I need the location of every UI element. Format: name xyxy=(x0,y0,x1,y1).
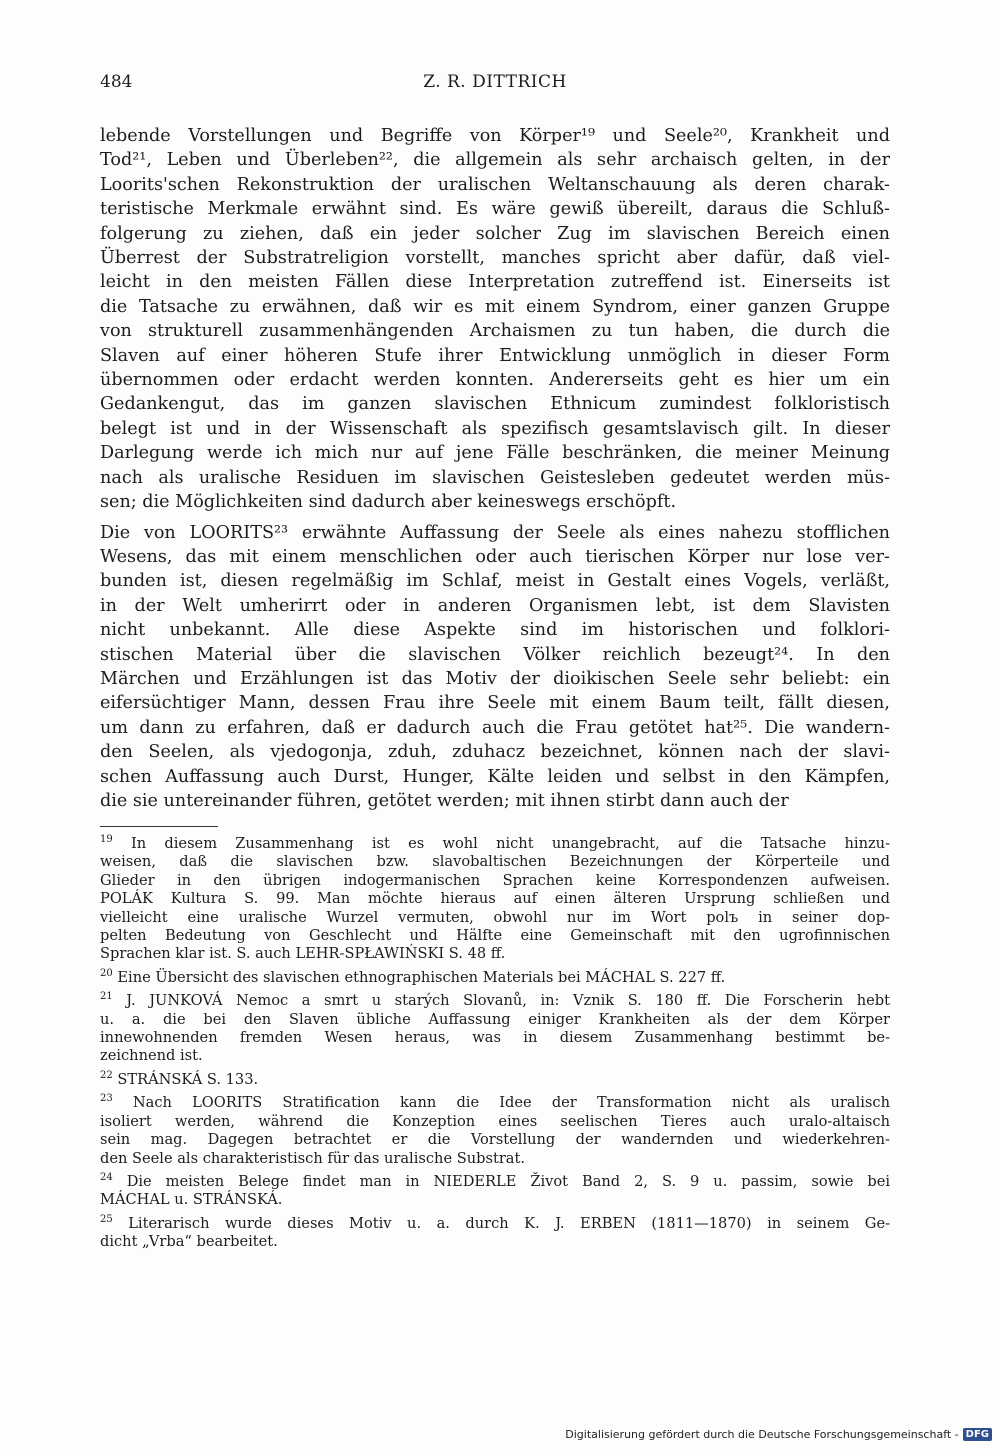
text-line: Loorits'schen Rekonstruktion der uralischen Weltanschauung als deren charak- xyxy=(100,174,890,195)
text-line: leicht in den meisten Fällen diese Interpretation zutreffend ist. Einerseits ist xyxy=(100,272,890,293)
footnote-line xyxy=(100,945,890,963)
footnote-text: Glieder in den übrigen indogermanischen Sprachen keine Korrespondenzen aufweisen. xyxy=(100,871,890,889)
footnote xyxy=(100,992,890,1066)
text-line: die sie untereinander führen, getötet werden; mit ihnen stirbt dann auch der xyxy=(100,790,789,811)
paragraph-2 xyxy=(100,521,890,814)
footnote xyxy=(100,1173,890,1210)
footnote-text: u. a. die bei den Slaven übliche Auffassung einiger Krankheiten als der dem Körper xyxy=(100,1010,890,1028)
footnote-line xyxy=(100,1029,890,1047)
footnote-number: 20 xyxy=(100,967,113,979)
footnote-text: Eine Übersicht des slavischen ethnographischen Materials bei MÁCHAL S. 227 ff. xyxy=(117,968,726,986)
footnote xyxy=(100,969,890,987)
footnote-text: vielleicht eine uralische Wurzel vermuten, obwohl nur im Wort polъ in seiner dop- xyxy=(100,908,890,926)
footnote-line xyxy=(100,835,890,853)
footnote-line xyxy=(100,1173,890,1191)
text-line: Überrest der Substratreligion vorstellt, manches spricht aber dafür, daß viel- xyxy=(100,248,890,269)
footnote-line xyxy=(100,1215,890,1233)
footnote-text: POLÁK Kultura S. 99. Man möchte hieraus auf einen älteren Ursprung schließen und xyxy=(100,890,890,908)
footnote-line xyxy=(100,1150,890,1168)
footnote-text: Nach LOORITS Stratification kann die Idee der Transformation nicht als uralisch xyxy=(132,1094,890,1112)
footnote-line xyxy=(100,909,890,927)
footnote-text: Sprachen klar ist. S. auch LEHR-SPŁAWIŃSKI S. 48 ff. xyxy=(100,945,506,963)
text-line: den Seelen, als vjedogonja, zduh, zduhacz bezeichnet, können nach der slavi- xyxy=(100,742,890,763)
footnote-line xyxy=(100,872,890,890)
footnote-number: 21 xyxy=(100,991,113,1003)
dfg-logo: DFG xyxy=(963,1428,992,1441)
text-line: Slaven auf einer höheren Stufe ihrer Entwicklung unmöglich in dieser Form xyxy=(100,345,890,366)
footer xyxy=(565,1428,992,1441)
text-line: um dann zu erfahren, daß er dadurch auch die Frau getötet hat²⁵. Die wandern- xyxy=(100,717,890,738)
text-line: eifersüchtiger Mann, dessen Frau ihre Seele mit einem Baum teilt, fällt diesen, xyxy=(100,693,890,714)
footnote-text: isoliert werden, während die Konzeption eines seelischen Tieres auch uralo-altaisch xyxy=(100,1112,890,1130)
text-line: übernommen oder erdacht werden konnten. Andererseits geht es hier um ein xyxy=(100,370,890,391)
footnote-line xyxy=(100,1113,890,1131)
footnote-text: STRÁNSKÁ S. 133. xyxy=(117,1070,259,1088)
running-title: Z. R. DITTRICH xyxy=(423,72,567,92)
footnote-text: innewohnenden fremden Wesen heraus, was in diesem Zusammenhang bestimmt be- xyxy=(100,1029,890,1047)
footnote-line xyxy=(100,927,890,945)
footnote xyxy=(100,1094,890,1168)
footnote-text: J. JUNKOVÁ Nemoc a smrt u starých Slovanů, in: Vznik S. 180 ff. Die Forscherin hebt xyxy=(126,992,890,1010)
footer-credit: Digitalisierung gefördert durch die Deutsche Forschungsgemeinschaft - xyxy=(565,1428,959,1441)
footnote-line xyxy=(100,890,890,908)
footnote-line xyxy=(100,1191,890,1209)
text-line: Märchen und Erzählungen ist das Motiv der dioikischen Seele sehr beliebt: ein xyxy=(100,668,890,689)
footnote-text: Die meisten Belege findet man in NIEDERLE Život Band 2, S. 9 u. passim, sowie bei xyxy=(126,1172,891,1190)
page-header xyxy=(100,72,890,102)
footnote-number: 19 xyxy=(100,834,113,846)
text-line: nach als uralische Residuen im slavischen Geistesleben gedeutet werden müs- xyxy=(100,467,890,488)
footnote-text: sein mag. Dagegen betrachtet er die Vorstellung der wandernden und wiederkehren- xyxy=(100,1131,890,1149)
text-line: stischen Material über die slavischen Völker reichlich bezeugt²⁴. In den xyxy=(100,644,890,665)
text-line: lebende Vorstellungen und Begriffe von Körper¹⁹ und Seele²⁰, Krankheit und xyxy=(100,126,890,146)
footnote-number: 25 xyxy=(100,1213,113,1225)
body-text xyxy=(100,124,890,813)
footnote-number: 24 xyxy=(100,1172,113,1184)
footnotes xyxy=(100,835,890,1257)
footnote-line xyxy=(100,1071,890,1089)
footnote-number: 22 xyxy=(100,1070,113,1082)
text-line: bunden ist, diesen regelmäßig im Schlaf, meist in Gestalt eines Vogels, verläßt, xyxy=(100,571,890,592)
text-line: Die von LOORITS²³ erwähnte Auffassung der Seele als eines nahezu stofflichen xyxy=(100,522,890,543)
text-line: nicht unbekannt. Alle diese Aspekte sind im historischen und folklori- xyxy=(100,620,890,641)
text-line: teristische Merkmale erwähnt sind. Es wäre gewiß übereilt, daraus die Schluß- xyxy=(100,199,890,220)
footnote-text: Literarisch wurde dieses Motiv u. a. durch K. J. ERBEN (1811—1870) in seinem Ge- xyxy=(128,1214,891,1232)
footnote-text: den Seele als charakteristisch für das uralische Substrat. xyxy=(100,1149,525,1167)
footnote-line xyxy=(100,1011,890,1029)
footnote-text: zeichnend ist. xyxy=(100,1047,203,1065)
text-line: in der Welt umherirrt oder in anderen Organismen lebt, ist dem Slavisten xyxy=(100,595,890,616)
footnote xyxy=(100,1071,890,1089)
footnote-text: MÁCHAL u. STRÁNSKÁ. xyxy=(100,1191,283,1209)
text-line: belegt ist und in der Wissenschaft als spezifisch gesamtslavisch gilt. In dieser xyxy=(100,418,890,439)
text-line: Gedankengut, das im ganzen slavischen Ethnicum zumindest folkloristisch xyxy=(100,394,890,415)
text-line: von strukturell zusammenhängenden Archaismen zu tun haben, die durch die xyxy=(100,321,890,342)
page-number: 484 xyxy=(100,72,133,92)
paragraph-1 xyxy=(100,124,890,515)
text-line: sen; die Möglichkeiten sind dadurch aber keineswegs erschöpft. xyxy=(100,492,677,513)
text-line: folgerung zu ziehen, daß ein jeder solcher Zug im slavischen Bereich einen xyxy=(100,223,890,244)
footnote-line xyxy=(100,969,890,987)
footnote-text: pelten Bedeutung von Geschlecht und Hälfte eine Gemeinschaft mit den ugrofinnischen xyxy=(100,927,890,945)
footnote-text: In diesem Zusammenhang ist es wohl nicht unangebracht, auf die Tatsache hinzu- xyxy=(131,835,891,852)
footnote-line xyxy=(100,1094,890,1112)
footnote xyxy=(100,835,890,964)
footnote-text: dicht „Vrba“ bearbeitet. xyxy=(100,1233,278,1251)
text-line: Tod²¹, Leben und Überleben²², die allgemein als sehr archaisch gelten, in der xyxy=(100,150,890,171)
text-line: Darlegung werde ich mich nur auf jene Fälle beschränken, die meiner Meinung xyxy=(100,443,890,464)
footnote-line xyxy=(100,1131,890,1149)
footnote-line xyxy=(100,1047,890,1065)
footnote-line xyxy=(100,1233,890,1251)
footnote-text: weisen, daß die slavischen bzw. slavobaltischen Bezeichnungen der Körperteile und xyxy=(100,853,890,871)
footnote-line xyxy=(100,992,890,1010)
footnote-number: 23 xyxy=(100,1093,113,1105)
text-line: die Tatsache zu erwähnen, daß wir es mit einem Syndrom, einer ganzen Gruppe xyxy=(100,296,890,317)
text-line: Wesens, das mit einem menschlichen oder auch tierischen Körper nur lose ver- xyxy=(100,546,890,567)
text-line: schen Auffassung auch Durst, Hunger, Kälte leiden und selbst in den Kämpfen, xyxy=(100,766,890,787)
footnote-line xyxy=(100,853,890,871)
footnote xyxy=(100,1215,890,1252)
footnote-divider xyxy=(100,826,218,827)
